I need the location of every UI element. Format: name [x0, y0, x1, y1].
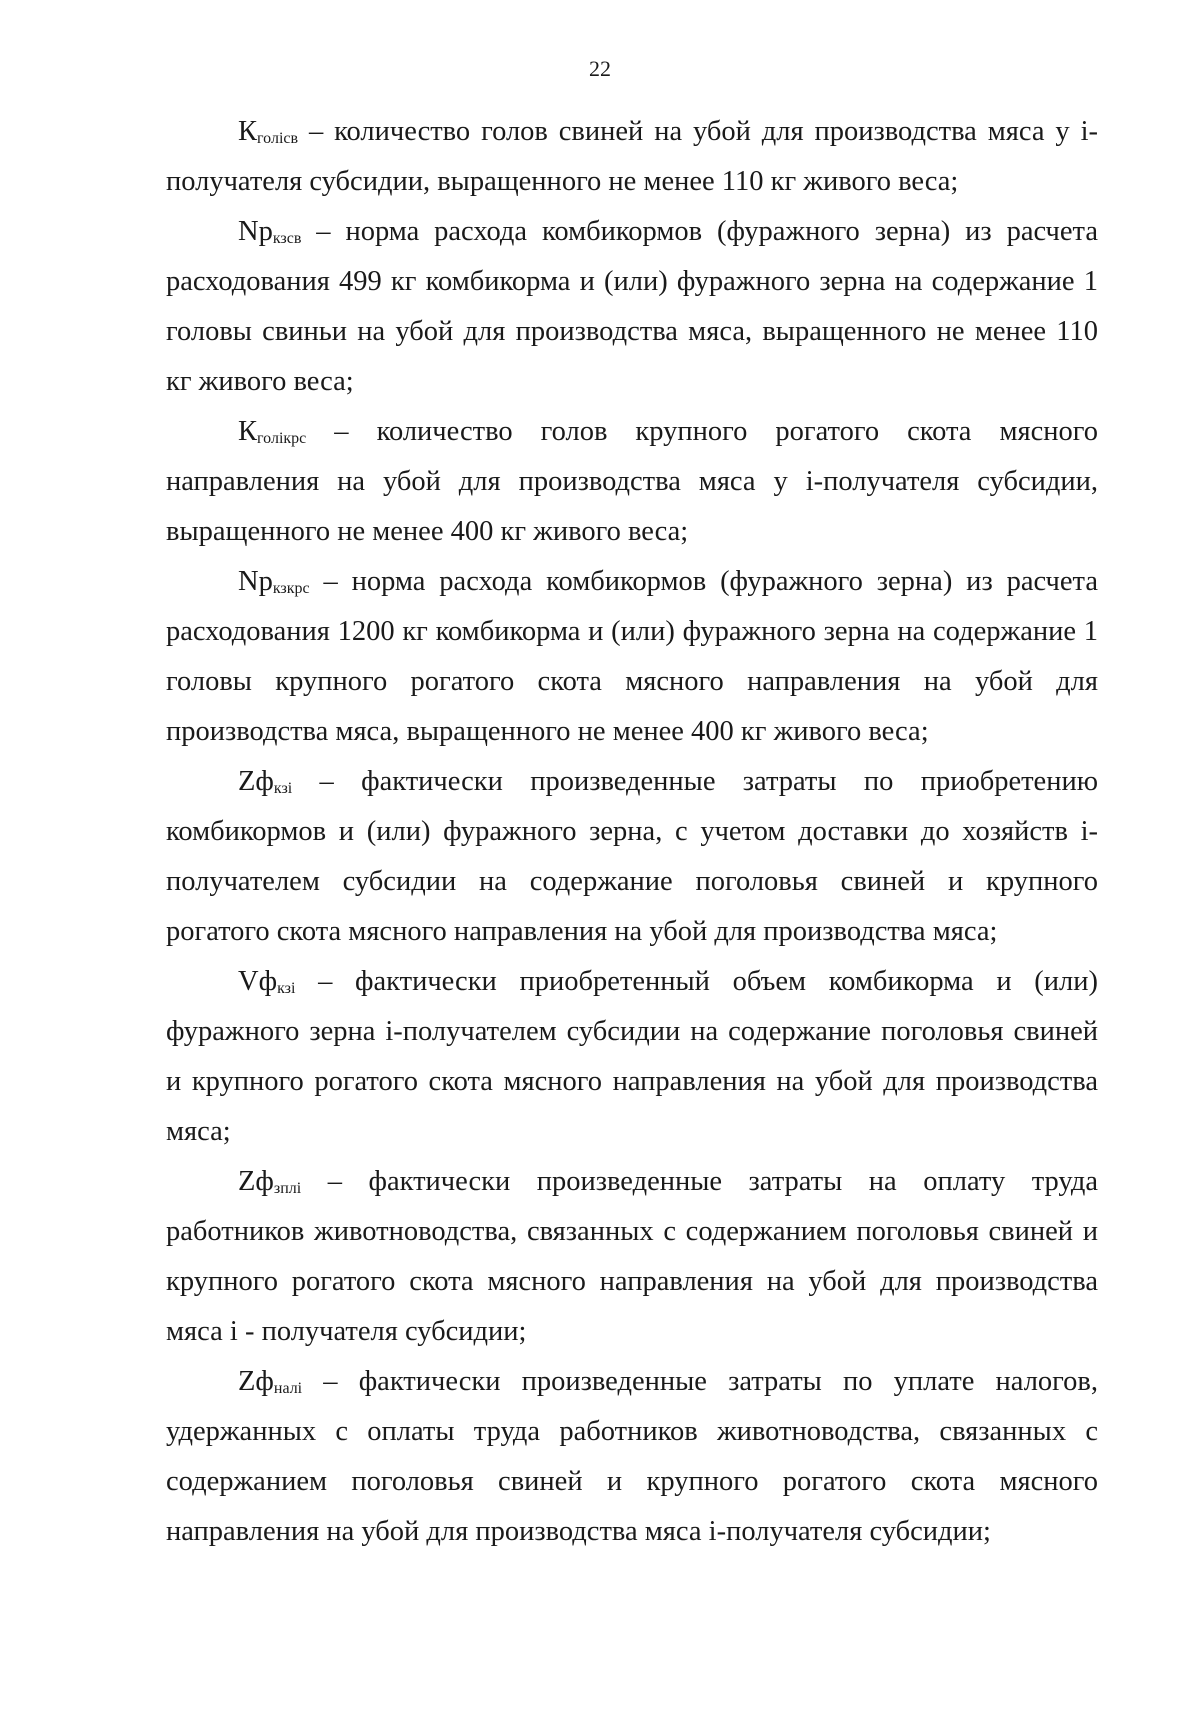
symbol-base: Vф [238, 966, 278, 997]
definition-symbol [238, 566, 310, 597]
symbol-subscript: кзi [273, 780, 293, 797]
symbol-base: Zф [238, 766, 274, 797]
definition-symbol [238, 966, 295, 997]
definition-text: – фактически приобретенный объем комбикорма и (или) фуражного зерна i-получателем субсидии на содержание поголовья свиней и крупного рогатого скота мясного направления на убой для производства мяса; [166, 966, 1098, 1147]
document-body [166, 107, 1098, 1557]
definition-zf-nal [166, 1357, 1098, 1557]
definition-symbol [238, 1166, 301, 1197]
definition-zf-zpl [166, 1157, 1098, 1357]
definition-text: – количество голов свиней на убой для производства мяса у i-получателя субсидии, выращенного не менее 110 кг живого веса; [166, 116, 1098, 197]
definition-vf-kz [166, 957, 1098, 1157]
symbol-base: Zф [238, 1166, 274, 1197]
symbol-subscript: кзсв [272, 230, 302, 247]
definition-symbol [238, 216, 301, 247]
symbol-subscript: налi [273, 1380, 303, 1397]
page-number: 22 [589, 56, 611, 81]
definition-text: – норма расхода комбикормов (фуражного зерна) из расчета расходования 499 кг комбикорма и (или) фуражного зерна на содержание 1 головы свиньи на убой для производства мяса, выращенного не менее 110 кг живого веса; [166, 216, 1098, 397]
definition-text: – фактически произведенные затраты на оплату труда работников животноводства, связанных с содержанием поголовья свиней и крупного рогатого скота мясного направления на убой для производства мяса i - получателя субсидии; [166, 1166, 1098, 1347]
symbol-subscript: зплi [273, 1180, 302, 1197]
definition-zf-kz [166, 757, 1098, 957]
symbol-subscript: кзкрс [272, 580, 310, 597]
definition-symbol [238, 1366, 302, 1397]
definition-symbol [238, 416, 306, 447]
symbol-base: К [238, 116, 258, 147]
symbol-base: К [238, 416, 258, 447]
definition-kgol-krs [166, 407, 1098, 557]
symbol-base: Zф [238, 1366, 274, 1397]
definition-text: – норма расхода комбикормов (фуражного зерна) из расчета расходования 1200 кг комбикорма и (или) фуражного зерна на содержание 1 головы крупного рогатого скота мясного направления на убой для производства мяса, выращенного не менее 400 кг живого веса; [166, 566, 1098, 747]
definition-symbol [238, 766, 292, 797]
symbol-subscript: голiкрс [257, 430, 307, 447]
symbol-base: Np [238, 566, 273, 597]
definition-text: – фактически произведенные затраты по уплате налогов, удержанных с оплаты труда работников животноводства, связанных с содержанием поголовья свиней и крупного рогатого скота мясного направления на убой для производства мяса i-получателя субсидии; [166, 1366, 1098, 1547]
symbol-base: Np [238, 216, 273, 247]
definition-np-kz-sv [166, 207, 1098, 407]
definition-symbol [238, 116, 298, 147]
definition-kgol-sv [166, 107, 1098, 207]
definition-text: – фактически произведенные затраты по приобретению комбикормов и (или) фуражного зерна, с учетом доставки до хозяйств i-получателем субсидии на содержание поголовья свиней и крупного рогатого скота мясного направления на убой для производства мяса; [166, 766, 1098, 947]
definition-np-kz-krs [166, 557, 1098, 757]
definition-text: – количество голов крупного рогатого скота мясного направления на убой для производства мяса у i-получателя субсидии, выращенного не менее 400 кг живого веса; [166, 416, 1098, 547]
symbol-subscript: кзi [277, 980, 296, 997]
symbol-subscript: голiсв [257, 130, 299, 147]
